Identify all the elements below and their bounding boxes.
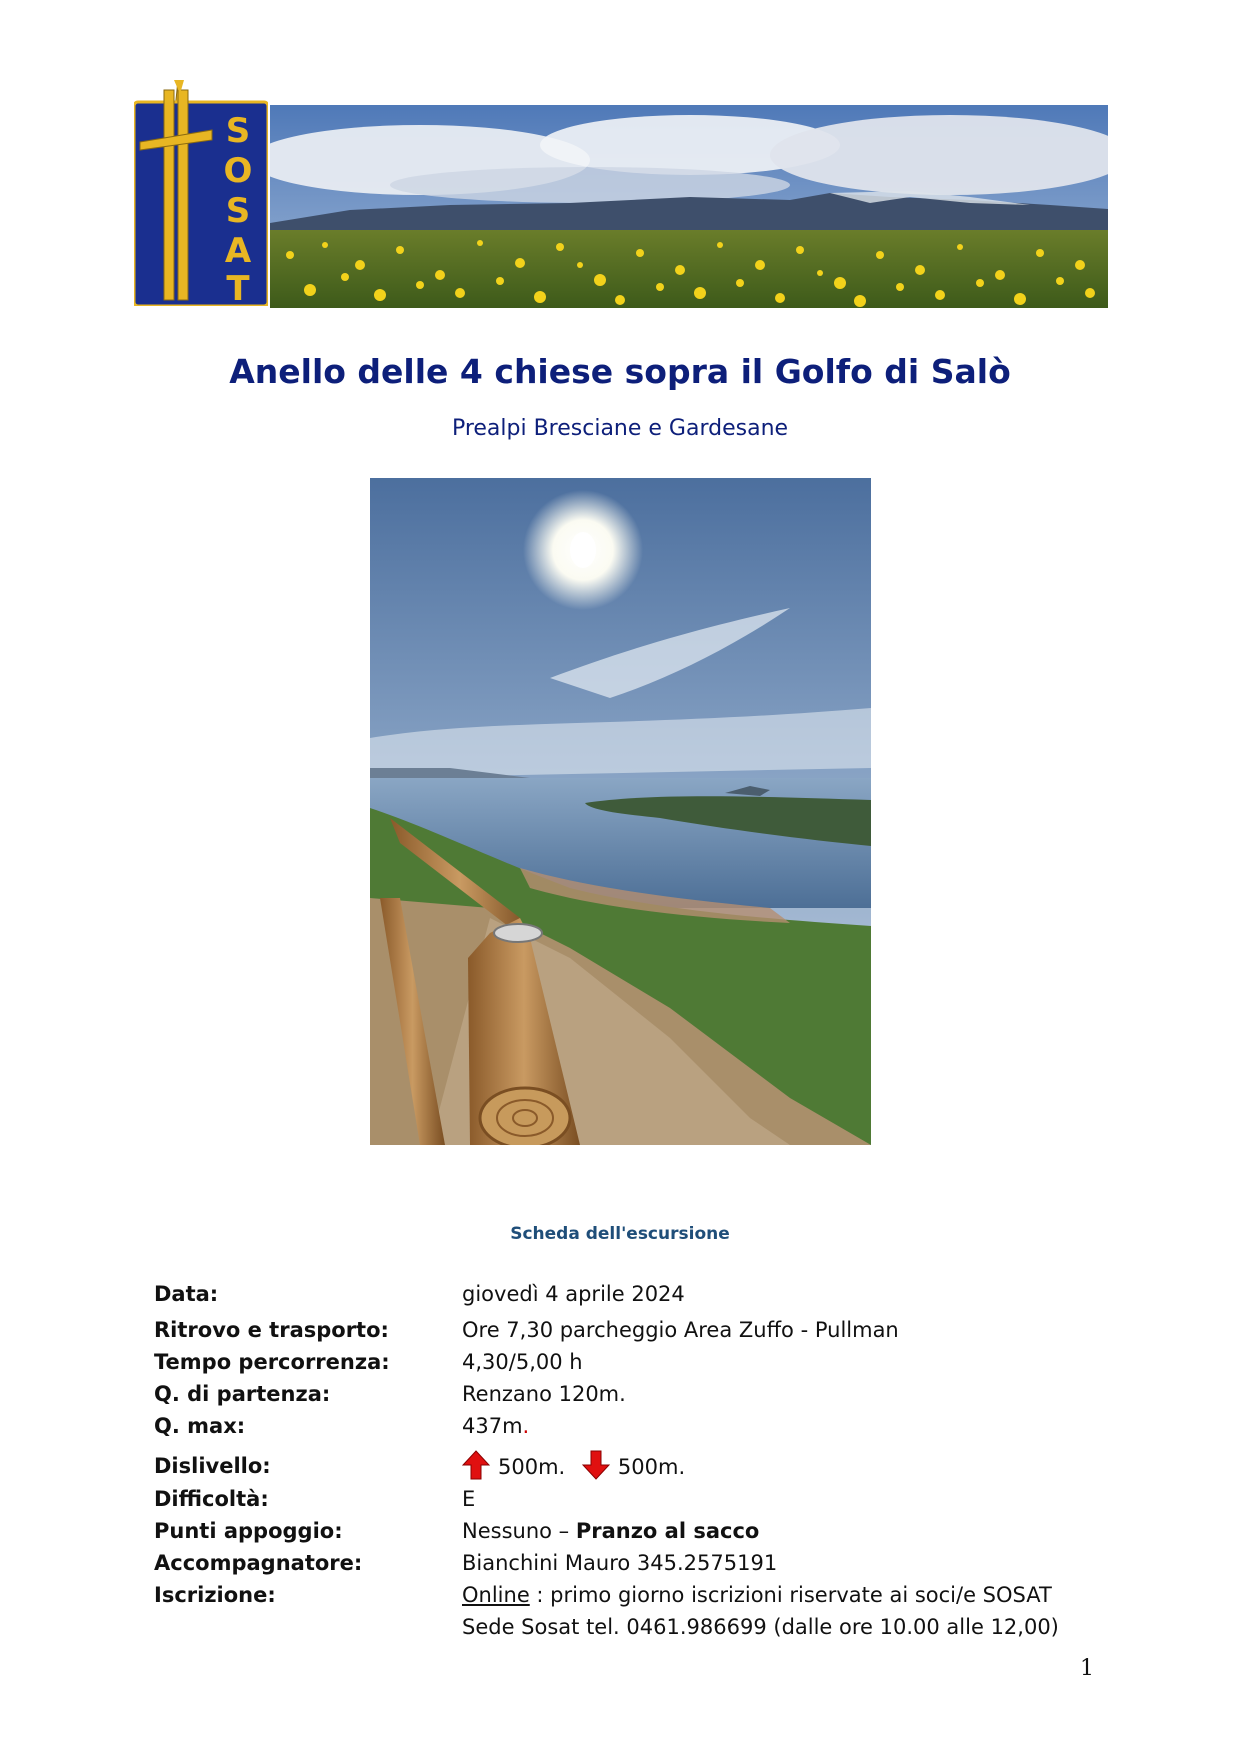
detail-value: E [462, 1487, 476, 1511]
detail-value: 4,30/5,00 h [462, 1350, 583, 1374]
detail-value: Ore 7,30 parcheggio Area Zuffo - Pullman [462, 1318, 899, 1342]
detail-row-data [154, 1278, 1114, 1310]
detail-row-accompagnatore [154, 1547, 1114, 1579]
detail-label: Iscrizione: [154, 1583, 276, 1607]
detail-value: Renzano 120m. [462, 1382, 626, 1406]
svg-text:O: O [223, 151, 253, 191]
detail-row-dislivello [154, 1450, 1114, 1483]
svg-text:S: S [225, 111, 251, 151]
detail-value: giovedì 4 aprile 2024 [462, 1282, 685, 1306]
page-title: Anello delle 4 chiese sopra il Golfo di Salò [229, 352, 1011, 391]
detail-row-iscrizione [154, 1579, 1114, 1643]
excursion-details-table [154, 1278, 1114, 1643]
svg-text:T: T [226, 269, 250, 306]
detail-label: Tempo percorrenza: [154, 1350, 390, 1374]
detail-value: Bianchini Mauro 345.2575191 [462, 1551, 778, 1575]
page-number: 1 [1080, 1656, 1094, 1681]
detail-row-punti [154, 1515, 1114, 1547]
online-link[interactable]: Online [462, 1583, 530, 1607]
detail-row-ritrovo [154, 1314, 1114, 1346]
detail-label: Ritrovo e trasporto: [154, 1318, 389, 1342]
detail-row-partenza [154, 1378, 1114, 1410]
svg-text:S: S [225, 191, 251, 231]
detail-label: Dislivello: [154, 1454, 271, 1478]
section-heading: Scheda dell'escursione [510, 1224, 730, 1244]
detail-row-qmax [154, 1410, 1114, 1442]
detail-label: Data: [154, 1282, 219, 1306]
detail-label: Accompagnatore: [154, 1551, 363, 1575]
red-up-arrow-icon [462, 1450, 490, 1480]
detail-label: Q. di partenza: [154, 1382, 331, 1406]
sosat-logo [134, 80, 268, 306]
detail-row-difficolta [154, 1483, 1114, 1515]
detail-value-bold: Pranzo al sacco [575, 1519, 760, 1543]
iscrizione-line2: Sede Sosat tel. 0461.986699 (dalle ore 10.00 alle 12,00) [462, 1615, 1059, 1639]
lake-photo [370, 478, 871, 1145]
detail-value: Nessuno – [462, 1519, 576, 1543]
red-down-arrow-icon [582, 1450, 610, 1480]
detail-row-tempo [154, 1346, 1114, 1378]
ascent-value: 500m. [498, 1455, 566, 1479]
red-period: . [522, 1414, 530, 1438]
page-subtitle: Prealpi Bresciane e Gardesane [451, 416, 789, 441]
detail-label: Punti appoggio: [154, 1519, 343, 1543]
descent-value: 500m. [617, 1455, 686, 1479]
header-banner-image [270, 105, 1108, 308]
detail-label: Q. max: [154, 1414, 246, 1438]
iscrizione-line1: : primo giorno iscrizioni riservate ai soci/e SOSAT [529, 1583, 1052, 1607]
svg-text:A: A [224, 231, 252, 271]
detail-value: 437m [462, 1414, 523, 1438]
detail-label: Difficoltà: [154, 1487, 269, 1511]
